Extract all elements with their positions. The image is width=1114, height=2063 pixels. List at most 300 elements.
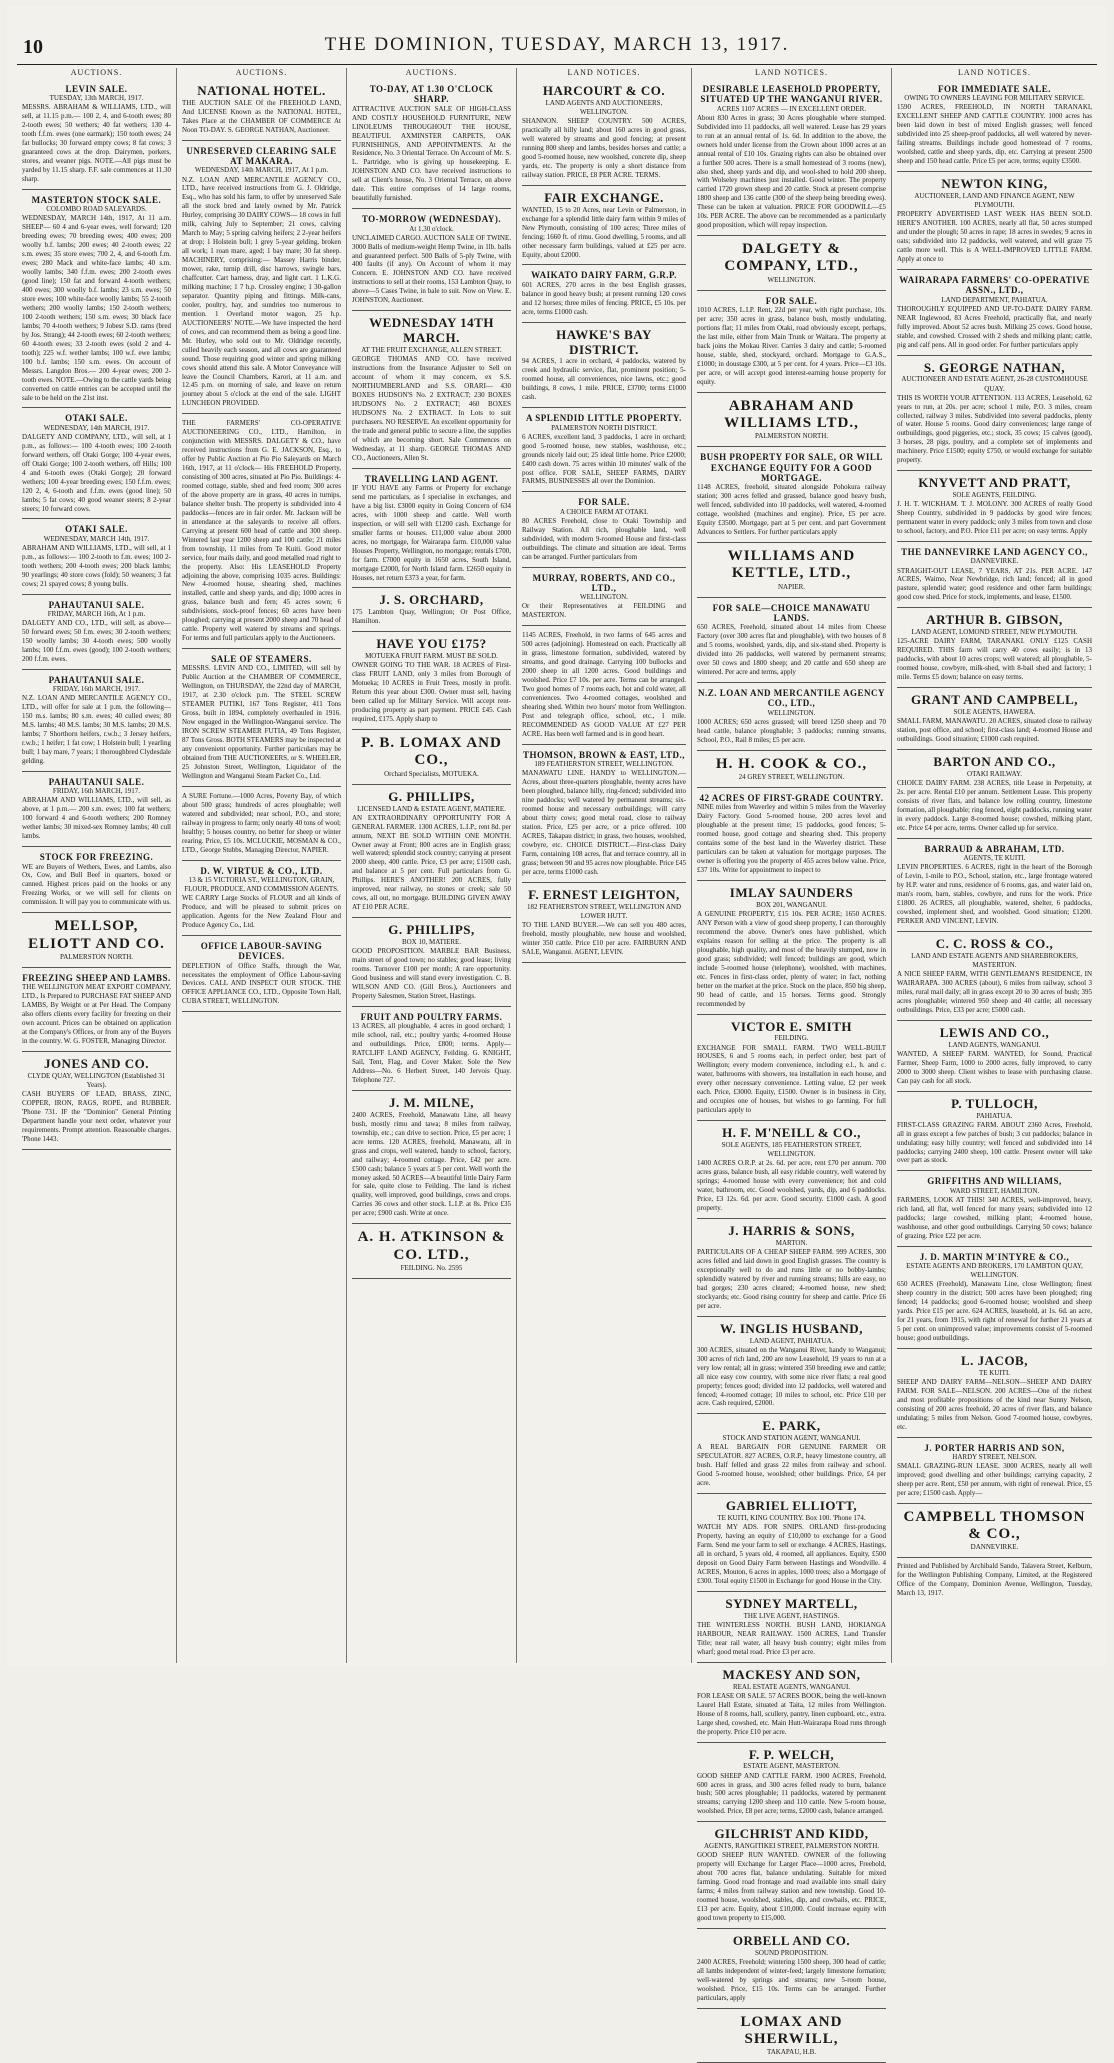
advertisement — [697, 1123, 886, 1219]
advertisement — [352, 1093, 511, 1224]
advertisement — [697, 600, 886, 683]
advertisement — [522, 81, 686, 186]
ad-heading: FRUIT AND POULTRY FARMS. — [360, 1011, 503, 1022]
ad-subheading: ESTATE AGENT, MASTERTON. — [743, 1762, 840, 1771]
ad-heading: TO-MORROW (WEDNESDAY). — [361, 214, 502, 225]
ad-body: WE CARRY Large Stocks of FLOUR and all kinds of Produce, and will be pleased to submit prices on application. Agents for the New Zealand Flour and Produce Agency Co., Ltd. — [182, 894, 341, 929]
ad-heading: HARCOURT & CO. — [542, 83, 666, 98]
ad-subheading: DANNEVIRKE. — [970, 557, 1019, 566]
ad-body: THE AUCTION SALE Of the FREEHOLD LAND, And LICENSE Known as the NATIONAL HOTEL, Takes Place at the CHAMBER OF COMMERCE At Noon TO-DAY. S. GEORGE NATHAN, Auctioneer. — [182, 98, 341, 134]
ad-body: DALGETY AND COMPANY, LTD., will sell, at 1 p.m., as follows:— 100 4-tooth ewes; 100 2-tooth forward wethers, off Otaki Gorge; 100 4-year ewes, off Otaki Gorge; 100 2-tooth wethers, off Hills; 100 4 and 6-tooth ewes (Otaki Gorge); 20 forward wethers; 100 4-year breeding ewes; 150 f.f.m. ewes; 120 2, 4, 6-tooth and f.f.m. ewes (good line); 50 lambs; 5 fat cows; 40 good weaner steers; 8 2-year steers; 10 forward cows. — [22, 432, 171, 513]
advertisement — [352, 590, 511, 632]
advertisement — [22, 672, 171, 772]
ad-subheading: LICENSED LAND & ESTATE AGENT, MATIERE. — [357, 804, 506, 813]
ad-subheading: FRIDAY, MARCH 16th, At 1 p.m. — [47, 610, 146, 619]
ad-body: ABRAHAM AND WILLIAMS, LTD., will sell, at 1 p.m., as follows:— 100 2-tooth to f.m. ewes; 100 2-tooth wethers; 200 4-tooth ewes; 200 black lambs; 90 yearlings; 40 store cows (fold); 50 weaners; 3 fat cows; 21 spayed cows; 8 young bulls. — [22, 543, 171, 588]
advertisement — [352, 211, 511, 311]
ad-heading: DESIRABLE LEASEHOLD PROPERTY, SITUATED UP THE WANGANUI RIVER. — [700, 84, 883, 105]
advertisement — [22, 81, 171, 190]
ad-subheading: FEILDING. No. 2595 — [400, 1263, 463, 1272]
ad-heading: TO-DAY, AT 1.30 O'CLOCK SHARP. — [369, 84, 494, 105]
ad-subheading: TE KUITI, KING COUNTRY. Box 100. 'Phone 174. — [717, 1514, 866, 1523]
ad-subheading: AT THE FRUIT EXCHANGE, ALLEN STREET. — [361, 346, 502, 355]
ad-body: THIS IS WORTH YOUR ATTENTION. 113 ACRES, Leasehold, 62 years to run, at 20s. per acre; school 1 mile, P.O. 3 miles, cream collected, railway 3 miles. Subdivided into several paddocks, plenty of water. House 5 rooms. Good dairy conveniences; large range of outbuildings, good piggeries, etc.; stock, 35 cows; 15 calves (good), 3 horses, 28 pigs, poultry, and a complete set of implements and machinery. Price £1500; equity £750, or would exchange for suitable property. — [897, 393, 1092, 465]
ad-body: 1148 ACRES, freehold, situated alongside Pohokura railway station; 300 acres felled and grassed, balance good heavy bush, well fenced, subdivided into 10 paddocks, well watered, 4-roomed cottage, woolshed (machines and engine). Price, £5 per acre. Equity £3500. Mortgage, part at 5 per cent. and part Government Advances to Settlers. For further particulars apply — [697, 483, 886, 537]
ad-heading: WAIKATO DAIRY FARM, G.R.P. — [531, 270, 677, 281]
ad-body: A NICE SHEEP FARM, WITH GENTLEMAN'S RESIDENCE, IN WAIRARAPA. 300 ACRES (about), 6 miles from railway, school 3 miles, rural mail daily; all in grass except 20 to 30 acres of bush; 395 acres ploughable; wintered 950 sheep and 40 cattle; all necessary outbuildings. Price, £33 per acre; £5000 cash. — [897, 970, 1092, 1014]
ad-body: EXCHANGE FOR SMALL FARM. TWO WELL-BUILT HOUSES, 6 and 5 rooms each, in perfect order; best part of Wellington; every modern convenience, including e.l., h. and c. water, bathrooms with showers, tea installation in each house, and every other necessary convenience. Letting value, £2 per week each. Price, £3000. Equity, £1500. Owner is in business in City, and occupies one of houses, but wishes to go farming. For full particulars apply to — [697, 1043, 886, 1115]
advertisement — [697, 81, 886, 236]
ad-heading: J. HARRIS & SONS, — [728, 1223, 855, 1238]
ad-subheading: 189 FEATHERSTON STREET, WELLINGTON. — [534, 760, 674, 769]
ad-body: 300 ACRES, situated on the Wanganui River, handy to Wanganui; 300 acres of rich land, 200 are now Leasehold, 19 years to run at a very low rental; all in grass; wintered 350 breeding ewe and cattle; all nice easy cow country, with some nice river flats; a real good property; fences good; divided into 12 paddocks, well watered and fenced; 4-roomed cottage; 10 miles to school, etc. Price £10 per acre. Cash required, £2000. — [697, 1345, 886, 1408]
advertisement — [182, 143, 341, 415]
ad-heading: P. TULLOCH, — [951, 1095, 1038, 1111]
ad-body: THOROUGHLY EQUIPPED AND UP-TO-DATE DAIRY FARM. NEAR Inglewood, 83 Acres Freehold, practically flat, and nearly fully improved. About 52 acres bush. Milking 25 cows. Good house, stable, and cowshed. Crossed with 2 sheds and milking plant; cattle, pig and calf pens. All in good order. For further particulars apply — [897, 304, 1092, 349]
ad-heading: WEDNESDAY 14TH MARCH. — [369, 315, 494, 346]
ad-heading: FAIR EXCHANGE. — [544, 189, 664, 205]
ad-heading: LOMAX AND SHERWILL, — [740, 2013, 843, 2048]
advertisement — [697, 1416, 886, 1494]
ad-body: 650 ACRES (Freehold), Manawatu Line, close Wellington; finest sheep country in the district; 500 acres have been ploughed; ring fenced; 14 paddocks; good 6-roomed house; woolshed and sheep yards. Price £15 per acre. 624 ACRES, leasehold, at 1s. 6d. an acre, for 21 years, from 1915, with right of renewal for further 21 years at 5 per cent. on unimproved value; improvements consist of 5-roomed house; good outbuildings. — [897, 1280, 1092, 1342]
ad-heading: LEWIS AND CO., — [939, 1024, 1050, 1040]
ad-body: WATCH MY ADS. FOR SNIPS. ORLAND first-producing Property, having an equity of £10,000 to exchange for a Good Farm. Send me your farm to sell or exchange. 4 ACRES, Hastings, all in orchard, 5 years old, 4 roomed, all appliances. Equity, £500 deposit on Good Dairy Farm between Hastings and Woodville. 4 ACRES, Mouton, 6 acres in apples, 1000 trees; also a Mortgage of £300. Total equity £1500 in Exchange for good House in the City. — [697, 1523, 886, 1585]
ad-heading: S. GEORGE NATHAN, — [923, 359, 1066, 375]
ad-body: SHANNON. SHEEP COUNTRY. 500 ACRES, practically all hilly land; about 160 acres in good grass, well watered by streams and good fencing; at present running 800 sheep and lambs, besides horses and cattle; a good 5-roomed house, new woolshed, concrete dip, sheep yards, etc. The property is only a short distance from railway station. PRICE, £8 PER ACRE. TERMS. — [522, 117, 686, 179]
ad-subheading: WEDNESDAY, MARCH 14th, 1917. — [43, 534, 150, 543]
advertisement — [897, 1506, 1092, 1559]
ad-heading: STOCK FOR FREEZING. — [39, 852, 154, 863]
ad-heading: BUSH PROPERTY FOR SALE, OR WILL EXCHANGE EQUITY FOR A GOOD MORTGAGE. — [700, 452, 883, 483]
ad-subheading: MOTUEKA FRUIT FARM. MUST BE SOLD. — [365, 652, 498, 661]
ad-heading: MELLSOP, ELIOTT AND CO. — [28, 918, 165, 952]
column-heading: AUCTIONS. — [235, 68, 288, 77]
advertisement — [522, 885, 686, 963]
ad-body: GEORGE THOMAS AND CO. have received instructions from the Insurance Adjuster to Sell on account of whom it may concern, ex S.S. NORTHUMBERLAND and S.S. ORARI— 430 BOXES HUDSON'S No. 2 EXTRACT; 230 BOXES HUDSON'S No. 2 EXTRACT; 460 BOXES HUDSON'S No. 2 EXTRACT. In Lots to suit purchasers. NO RESERVE. An excellent opportunity for the trade and general public to secure a line, the supplies of which are becoming short. Sale Commences on Wednesday, at 11 sharp. GEORGE THOMAS AND CO., Auctioneers, Allen St. — [352, 355, 511, 462]
ad-body: PROPERTY ADVERTISED LAST WEEK HAS BEEN SOLD. HERE'S ANOTHER. 100 ACRES, nearly all flat, 50 acres stumped and under the plough; 50 acres in rape; 18 acres in swedes; 9 acres in oats; subdivided into 12 paddocks, well watered, and will graze 75 cattle more well. This is A WELL-IMPROVED LITTLE FARM. Apply at once to — [897, 210, 1092, 263]
advertisement — [697, 1319, 886, 1415]
ad-heading: G. PHILLIPS, — [388, 922, 475, 938]
ad-body: 125-ACRE DAIRY FARM, TARANAKI. ONLY £125 CASH REQUIRED. THIS farm will carry 40 cows easily; is in 13 paddocks, with about 10 acres crops; well watered; all ploughable, 5-roomed house, cowbyre, milk-shed, with 8-bail shed and factory; 1 mile. Terms £5 down; balance on easy terms. — [897, 637, 1092, 682]
newspaper-page — [7, 6, 1107, 2057]
advertisement — [352, 1009, 511, 1091]
ad-heading: ORBELL AND CO. — [732, 1933, 851, 1948]
page-number: 10 — [23, 36, 43, 58]
advertisement — [897, 934, 1092, 1021]
ad-heading: THOMSON, BROWN & EAST, LTD., — [522, 749, 686, 760]
ad-subheading: REAL ESTATE AGENTS, WANGANUI. — [732, 1682, 851, 1691]
ad-heading: J. D. MARTIN M'INTYRE & CO., — [919, 1251, 1070, 1262]
ad-body: AN EXTRAORDINARY OPPORTUNITY FOR A GENERAL FARMER. 1300 ACRES, L.I.P., rent 8d. per annum, NEXT BE SOLD WITHIN ONE MONTH. Owner away at Front; 800 acres are in English grass; well watered; splendid stock country; carrying at present 2000 sheep, 400 cattle. Price, £3 per acre; £1500 cash, and balance at 5 per cent. Full particulars from G. Phillips. HERE'S ANOTHER! 200 ACRES, fully improved, near railway, no stones or creek; sale 50 cows, all out, no mortgage. BUILDING GIVEN AWAY AT £10 PER ACRE. — [352, 813, 511, 912]
column-heading: LAND NOTICES. — [567, 68, 641, 77]
advertisement — [22, 970, 171, 1052]
ad-subheading: AUCTIONEER, LAND AND FINANCE AGENT, NEW PLYMOUTH. — [914, 192, 1075, 210]
column-heading: LAND NOTICES. — [958, 68, 1031, 77]
advertisement — [22, 410, 171, 519]
ad-heading: PAHAUTANUI SALE. — [48, 776, 145, 787]
ad-subheading: SOLE AGENTS, FEILDING. — [952, 491, 1037, 500]
ad-body: ATTRACTIVE AUCTION SALE OF HIGH-CLASS AND COSTLY HOUSEHOLD FURNITURE, NEW LINOLEUMS THROUGHOUT THE HOUSE, BEAUTIFUL AXMINSTER CARPETS, OAK FURNISHINGS, AND APPOINTMENTS. At the Residence, No. 3 Oriental Terrace. On Account of Mr. S. L. Partridge, who is giving up housekeeping. E. JOHNSTON AND CO. have received instructions to sell at Client's house, No. 3 Oriental Terrace, on above date. This entire comprises of 14 large rooms, beautifully furnished. — [352, 104, 511, 203]
ad-heading: GILCHRIST AND KIDD, — [714, 1826, 869, 1842]
ad-heading: KNYVETT AND PRATT, — [918, 475, 1071, 491]
ad-body: MANAWATU LINE. HANDY to WELLINGTON.—Acres, about three-quarters ploughable, twenty acres have been ploughed, balance hilly, ring-fenced; subdivided into nine paddocks; well watered by permanent streams; six-roomed house and necessary outbuildings; will carry about thirty cows; good metal road, close to railway station. Price, £25 per acre, or a price offered. 100 ACRES, Takapau district; in grass, two houses, woolshed, cowbyre, etc. CHOICE DISTRICT.—First-class Dairy Farm, containing 108 acres, flat and terrace country, all in grass; between 90 and 95 acres now ploughable. Price £45 per acre, terms £1000 cash. — [522, 769, 686, 876]
advertisement — [522, 494, 686, 567]
ad-body: 6 ACRES, excellent land, 3 paddocks, 1 acre in orchard; good 5-roomed house, new stables, washhouse, etc.; grounds nicely laid out; 25 ideal little home. Price £2000; £400 cash down. 75 acres within 10 minutes' walk of the post office. FOR SALE, SHEEP FARMS, DAIRY FARMS, BUSINESSES all over the Dominion. — [522, 432, 686, 486]
ad-body: FIRST-CLASS GRAZING FARM. ABOUT 2360 Acres, Freehold, all in grass except a few patches of bush; 3 cut paddocks; balance in undulating; easy hilly country; well fenced and subdivided into 14 paddocks; carrying 2400 sheep, 100 cattle. Present owner will take over part as stock. — [897, 1120, 1092, 1165]
advertisement — [22, 1054, 171, 1150]
ad-subheading: LAND AGENTS, WANGANUI. — [948, 1040, 1041, 1049]
column-land-notices-2 — [692, 68, 892, 2057]
ad-body: SMALL FARM, MANAWATU. 20 ACRES, situated close to railway station, post office, and school; first-class land; 4-roomed House and outbuildings. Good situation; £1000 cash required. — [897, 717, 1092, 744]
ad-body: WE are Buyers of Wethers, Ewes, and Lambs, also Ox, Cow, and Bull Beef in quarters, boxed or canned. Highest prices paid on the hooks or any Freezing Works, or we will sell for clients on commission. It will pay you to communicate with us. — [22, 862, 171, 907]
ad-subheading: A CHOICE FARM AT OTAKI. — [559, 507, 649, 516]
ad-heading: FOR IMMEDIATE SALE. — [937, 84, 1052, 94]
ad-heading: NEWTON KING, — [941, 176, 1048, 192]
column-heading: AUCTIONS. — [70, 68, 123, 77]
column-heading: AUCTIONS. — [405, 68, 458, 77]
ad-body: WANTED, 15 to 20 Acres, near Levin or Palmerston, in exchange for a splendid little dairy farm within 9 miles of New Plymouth, consisting of 100 acres; Three miles of fencing; 1660 ft. of rimu. Good dwelling, 5 rooms, and all other necessary farm buildings, valued at £25 per acre. Equity, about £2000. — [522, 205, 686, 259]
ad-subheading: TUESDAY, 13th MARCH, 1917. — [49, 94, 144, 103]
ad-heading: L. JACOB, — [961, 1352, 1028, 1368]
ad-body: OWNER GOING TO THE WAR. 18 ACRES of First-class FRUIT LAND, only 3 miles from Borough of Motueka; 10 ACRES in Fruit Trees, mostly in profit. Return this year about £300. Owner must sell, having been called up for Military Service. Will accept rent-producing property as part payment. PRICE £45. Cash required, £175. Apply sharp to — [352, 661, 511, 724]
advertisement — [897, 1023, 1092, 1092]
advertisement — [182, 651, 341, 787]
ad-body: 1400 ACRES O.R.P. at 2s. 6d. per acre, rent £70 per annum. 700 acres grass, balance bush, all easy ridable country, well watered by springs; 4-roomed house with every convenience; hot and cold water, bathroom, etc. Good woolshed, yards, dip, and 6 paddocks. Price, £3 12s. 6d. per acre. Good security. £1000 cash. A good property. — [697, 1159, 886, 1213]
advertisement — [22, 774, 171, 847]
advertisement — [22, 915, 171, 968]
ad-subheading: LAND AGENTS AND AUCTIONEERS, WELLINGTON. — [545, 98, 663, 117]
ad-body: TO THE LAND BUYER.—We can sell you 480 acres, freehold, mostly ploughable, new house and woolshed, winter 350 cattle. Price £10 per acre. FAIRBURN AND SALE, Wanganui. AGENT, LEVIN. — [522, 920, 686, 956]
ad-body: DALGETY AND CO., LTD., will sell, as above— 50 forward ewes; 50 f.m. ewes; 30 2-tooth wethers; 150 woolly lambs; 30 4-tooth ewes; 500 woolly lambs; 100 f.f.m. ewes (good); 100 2-tooth wethers; 200 f.f.m. ewes. — [22, 619, 171, 663]
advertisement — [897, 1249, 1092, 1349]
ad-subheading: BOX 10, MATIERE. — [401, 938, 462, 947]
ad-body: ABRAHAM AND WILLIAMS, LTD., will sell, as above, at 1 p.m.— 200 s.m. ewes; 100 fat wethers; 100 forward 4 and 6-tooth wethers; 200 Romney wether lambs; 30 mixed-sex Romney lambs; 40 cull lambs. — [22, 796, 171, 841]
ad-heading: FOR SALE. — [765, 295, 818, 306]
ad-heading: HAWKE'S BAY DISTRICT. — [556, 326, 652, 357]
ad-body: 1590 ACRES, FREEHOLD, IN NORTH TARANAKI, EXCELLENT SHEEP AND CATTLE COUNTRY. 1000 acres has been laid down in best of mixed English grasses; well fenced subdivided into 25 sheep-proof paddocks, all well watered by never-failing streams. Buildings include good homestead of 7 rooms, woolshed, cattle and sheep yards, dip, etc. Carrying at present 2500 sheep and 150 head cattle. Price £5 per acre, terms; equity £3500. — [897, 103, 1092, 166]
advertisement — [182, 789, 341, 861]
ad-body: WANTED, A SHEEP FARM. WANTED, for Sound, Practical Farmer, Sheep Farm, 1000 to 2000 acres, fully improved, to carry 2000 to 3000 sheep. Client wishes to lease with purchasing clause. Can pay cash for all stock. — [897, 1049, 1092, 1085]
ad-subheading: FRIDAY, 16th MARCH, 1917. — [52, 685, 141, 694]
ad-subheading: FEILDING. — [774, 1034, 809, 1043]
advertisement — [522, 747, 686, 883]
ad-subheading: THE LIVE AGENT, HASTINGS. — [743, 1611, 840, 1620]
ad-subheading: WELLINGTON. — [767, 708, 816, 717]
advertisement — [897, 841, 1092, 932]
ad-heading: NATIONAL HOTEL. — [197, 83, 326, 98]
ad-body: NINE miles from Waverley and within 5 miles from the Waverley Dairy Factory. Good 5-roomed house, 200 acres level and ploughable at the present time; 15 paddocks, good fences; 5-roomed house, good cottage and shearing shed. This property contains some of the best land in the Waverley district. These particulars can be taken at valuation for mortgage purposes. The owner is offering you the property of 455 acres below value. Price, £37 10s. Write for appointment to inspect to — [697, 803, 886, 875]
ad-subheading: SOUND PROPOSITION. — [754, 1948, 829, 1957]
ad-subheading: WELLINGTON. — [580, 593, 628, 602]
advertisement — [352, 787, 511, 919]
advertisement — [697, 753, 886, 788]
ad-subheading: PALMERSTON NORTH DISTRICT. — [551, 423, 657, 432]
ad-heading: J. M. MILNE, — [388, 1094, 475, 1110]
ad-body: A SURE Fortune.—1000 Acres, Poverty Bay, of which about 500 grass; hundreds of acres ploughable; well watered and subdivided; near school, P.O., and store; railway in progress to farm; only nearly 40 tons of wool; healthy; 5 houses country, no better for sheep or winter rearing. Price, £5 10s. MCLUCKIE, MOSMAN & CO., LTD., George Stubbs, Managing Director, NAPIER. — [182, 791, 341, 854]
ad-body: 601 ACRES, 270 acres in the best English grasses, balance in good heavy bush; at present running 120 cows and 12 horses; three miles of fencing. PRICE, £5 10s. per acre, terms £1000 cash. — [522, 280, 686, 316]
ad-heading: DALGETY & COMPANY, LTD., — [724, 241, 859, 275]
ad-body: STRAIGHT-OUT LEASE, 7 YEARS, AT 21s. PER ACRE. 147 ACRES, Waimo, Near Newbridge, rich land; fenced; all in good pasture, splendid water; good residence and other farm buildings; good cow shed. Price for stock, implements, and lease, £1500. — [897, 566, 1092, 602]
ad-subheading: ESTATE AGENTS AND BROKERS, 170 LAMBTON QUAY, WELLINGTON. — [906, 1261, 1083, 1280]
advertisement — [897, 1440, 1092, 1504]
ad-heading: C. C. ROSS & CO., — [935, 935, 1054, 951]
ad-subheading: DANNEVIRKE. — [970, 1543, 1019, 1552]
ad-body: CHOICE DAIRY FARM. 238 ACRES, title Lease in Perpetuity, at 2s. per acre. Rental £10 per annum. Settlement Lease. This property consists of river flats, and balance low rolling country, limestone formation, all ploughable; ring fenced, eight paddocks, running water in every paddock. Large 8-roomed house; cowshed, milking plant, etc. Price £4 per acre, terms. Owner called up for service. — [897, 779, 1092, 832]
ad-heading: ABRAHAM AND WILLIAMS LTD., — [724, 397, 859, 431]
advertisement — [522, 628, 686, 744]
advertisement — [897, 473, 1092, 542]
advertisement — [897, 1094, 1092, 1172]
ad-body: 94 ACRES, 1 acre in orchard, 4 paddocks, watered by creek and hydraulic service, flat, prominent position; 5-roomed house, all conveniences, nice lawns, etc.; good buildings, 8 cows, 1 mile. PRICE, £3700; terms £1000 cash. — [522, 357, 686, 402]
ad-body: A REAL BARGAIN FOR GENUINE FARMER OR SPECULATOR. 827 ACRES, O.R.P., heavy limestone country, all bush. Half felled and grass 22 miles from railway and school. Good 5-roomed house, woolshed; other buildings. Price, £4 per acre. — [697, 1443, 886, 1488]
ad-heading: THE DANNEVIRKE LAND AGENCY CO., — [901, 547, 1088, 558]
ad-heading: ARTHUR B. GIBSON, — [926, 612, 1063, 628]
ad-body: DEPLETION of Office Staffs, through the War, necessitates the employment of Office Labour-saving Devices. CALL AND INSPECT OUR STOCK. THE OFFICE APPLIANCE CO., LTD., Opposite Town Hall, CUBA STREET, WELLINGTON. — [182, 961, 341, 1006]
ad-body: FARMERS, LOOK AT THIS! 340 ACRES, well-improved, heavy, rich land, all flat, well fenced for many years; subdivided into 12 paddocks; large cowshed, milking plant; 4-roomed house, washhouse, and other good outbuildings. Carrying 50 cows; balance of grazing. Price £22 per acre. — [897, 1195, 1092, 1240]
advertisement — [897, 358, 1092, 472]
advertisement — [352, 634, 511, 730]
ad-body: N.Z. LOAN AND MERCANTILE AGENCY CO., LTD., will offer for sale at 1 p.m. the following— 150 m.s. lambs; 80 s.m. ewes; 40 culled ewes; 80 M.S. lambs; 40 M.S. lambs; 30 M.S. lambs; 20 M.S. lambs; 7 Shorthorn heifers, r.w.b.; 3 Jersey heifers, r.w.b.; 1 heifer; 1 fat cow; 1 Holstein bull; 1 yearling bull; 1 bay mare, 7 years; 1 thoroughbred Clydesdale gelding. — [22, 694, 171, 765]
ad-heading: BARRAUD & ABRAHAM, LTD. — [924, 843, 1065, 854]
ad-body: About 830 Acres in grass; 30 Acres ploughable where stumped. Subdivided into 11 paddocks, all well watered. Lease has 29 years to run at an annual rental of 1s. 6d. In addition to the above, the owners hold under license from the Crown about 1000 acres at an annual rental of £10 10s. Grazing rights can also be obtained over a further 500 acres. There is a small homestead of 3 rooms (new), also shed, sheep yards and dip, and wool-shed to hold 200 sheep, with Wolseley machines just installed. Good winter. The property carried 1720 grown sheep and 20 cattle. Stock at present comprise 1800 sheep and 136 cattle (300 of the sheep being breeding ewes). These can be taken at valuation. PRICE FOR GOODWILL—£5 10s. PER ACRE. The above can be recommended as a particularly good proposition, which will repay inspection. — [697, 113, 886, 230]
printer-imprint: Printed and Published by Archibald Sando, Talavera Street, Kelburn, for the Wellington Publishing Company, Limited, at the Registered Office of the Company, Dominion Avenue, Wellington, Tuesday, March 13, 1917. — [897, 1562, 1092, 1598]
ad-heading: H. H. COOK & CO., — [715, 755, 868, 772]
ad-subheading: AUCTIONEER AND ESTATE AGENT, 26-28 CUSTOMHOUSE QUAY. — [901, 375, 1088, 393]
ad-heading: W. INGLIS HUSBAND, — [720, 1320, 863, 1336]
advertisement — [22, 597, 171, 670]
ad-subheading: COLOMBO ROAD SALEYARDS. — [46, 205, 147, 214]
advertisement — [182, 416, 341, 649]
ad-body: 1000 ACRES; 650 acres grassed; will breed 1250 sheep and 70 head cattle, balance ploughable; 3 paddocks; running streams, School, P.O., Rail 8 miles; £5 per acre. — [697, 717, 886, 744]
advertisement — [697, 685, 886, 751]
ad-body: IF YOU HAVE any Farms or Property for exchange send me particulars, as I specialise in exchanges, and have a big list. £3000 equity in Going Concern of 634 acres, with 1000 sheep and cattle. Well worth inspection, or will sell with £1200 cash. Exchange for smaller farms or houses. £11,000 value about 2000 acres, no mortgage, for Wairarapa farm. £10,000 value Houses Property, Wellington, no mortgage; rentals £700, for farm. £7000 equity in 1650 acres, South Island, mortgage £2000, for North Island farm. £2650 equity in Houses, net return £373 a year, for farm. — [352, 483, 511, 582]
ad-subheading: LAND DEPARTMENT, PAHIATUA. — [941, 295, 1048, 304]
ad-subheading: CLYDE QUAY, WELLINGTON (Established 31 Years). — [27, 1071, 166, 1089]
advertisement — [22, 521, 171, 594]
ad-subheading: MARTON. — [775, 1238, 808, 1247]
advertisement — [697, 790, 886, 881]
ad-body: 650 ACRES, Freehold, situated about 14 miles from Cheese Factory (over 300 acres flat and ploughable), with two houses of 8 and 5 rooms, woolshed, yards, dip, and six-stand shed. Property is divided into 26 paddocks, well watered by permanent streams; over 50 cows and 1800 sheep; and 20 cattle and 650 sheep are wintered. Per acre and terms, apply — [697, 623, 886, 677]
advertisement — [897, 174, 1092, 270]
ad-subheading: PAHIATUA. — [976, 1111, 1013, 1120]
ad-subheading: WEDNESDAY, 14th MARCH, 1917, At 1 p.m. — [194, 166, 329, 175]
ad-body: CASH BUYERS OF LEAD, BRASS, ZINC, COPPER, IRON, RAGS, ROPE, and RUBBER. 'Phone 731. IF the "Dominion" General Printing Department handle your next order, whatever your requirements. Prompt attention. Reasonable charges. 'Phone 1443. — [22, 1090, 171, 1143]
column-land-notices-1 — [517, 68, 692, 1663]
ad-subheading: SOLE AGENTS, HAWERA. — [953, 708, 1036, 717]
ad-heading: D. W. VIRTUE & CO., LTD. — [200, 865, 323, 876]
ad-heading: WAIRARAPA FARMERS' CO-OPERATIVE ASSN., LTD., — [899, 274, 1090, 296]
ad-body: UNCLAIMED CARGO. AUCTION SALE OF TWINE. 3000 Balls of medium-weight Hemp Twine, in 1lb. balls and guaranteed perfect. 500 Balls of 5-ply Twine, with 400 faults (if any). On Account of whom it may Concern. E. JOHNSTON AND CO. have received instructions to sell at their rooms, 153 Lambton Quay, to above—5 Cases Twine, in bale to suit. Now on View. E. JOHNSTON, Auctioneer. — [352, 233, 511, 305]
ad-subheading: WEDNESDAY, 14th MARCH, 1917. — [43, 423, 150, 432]
advertisement — [352, 81, 511, 209]
ad-heading: PAHAUTANUI SALE. — [48, 599, 145, 610]
ad-body: 175 Lambton Quay, Wellington; Or Post Office, Hamilton. — [352, 608, 511, 626]
advertisement — [697, 883, 886, 1015]
advertisement — [697, 395, 886, 448]
ad-body: Or their Representatives at FEILDING and MASTERTON. — [522, 602, 686, 620]
ad-heading: LEVIN SALE. — [65, 84, 128, 94]
ad-heading: JONES AND CO. — [43, 1055, 150, 1071]
ad-subheading: BOX 201, WANGANUI. — [756, 900, 827, 909]
advertisement — [182, 938, 341, 1012]
ad-heading: OTAKI SALE. — [65, 524, 128, 535]
ad-body: GOOD PROPOSITION. MARBLE BAR Business, main street of good town; no stables; good lease; living rooms. Turnover £100 per month; A rare opportunity. Good business and will stand every investigation. C. B. WILSON AND CO. (Gill Bros.), Auctioneers and Property Salesmen, Station Street, Hastings. — [352, 947, 511, 1000]
ad-body: PARTICULARS OF A CHEAP SHEEP FARM. 999 ACRES, 300 acres felled and laid down in good English grasses. The country is exceptionally well to do and runs little or no bobby-lambs; splendidly watered by river and running streams; hills are easy, no bad gorges; 230 acres cleared; 4-roomed house, new shed; stockyards; etc. Good rising country for sheep and cattle. Price £6 per acre. — [697, 1248, 886, 1310]
columns — [17, 68, 1097, 2057]
ad-heading: MACKESY AND SON, — [722, 1666, 861, 1682]
ad-subheading: OTAKI RAILWAY. — [967, 769, 1022, 778]
ad-subheading: OWING TO OWNERS LEAVING FOR MILITARY SERVICE. — [904, 94, 1085, 103]
ad-heading: J. PORTER HARRIS AND SON, — [924, 1442, 1065, 1453]
advertisement — [697, 1745, 886, 1823]
ad-subheading: LAND AND ESTATE AGENTS AND SHAREBROKERS, MASTERTON. — [911, 951, 1078, 969]
ad-subheading: PALMERSTON NORTH. — [59, 952, 134, 961]
column-heading: LAND NOTICES. — [755, 68, 828, 77]
ad-body: 13 ACRES, all ploughable, 4 acres in good orchard; 1 mile school, rail, etc.; poultry yards; 4-roomed House and outbuildings. Price, £800; terms. Apply— RATCLIFF LAND AGENCY, Feilding. G. KNIGHT, Sail, Tent, Flag, and Cover Maker. Sole the New Address—No. 6 Herbert Street, 140 Jervois Quay. Telephone 727. — [352, 1022, 511, 1084]
advertisement — [697, 545, 886, 598]
ad-body: GOOD SHEEP RUN WANTED. OWNER of the following property will Exchange for Larger Place—1000 acres, Freehold, about 700 acres flat, balance undulating. Suitable for mixed farming. Good road frontage and road available into small dairy farms; 4 miles from railway station and new township. Good 10-roomed house, woolshed, stables, dip, and cowbails, etc. PRICE, £13 per acre. Equity, about £10,000. Could increase equity with good town property to £15,000. — [697, 1851, 886, 1923]
ad-heading: GABRIEL ELLIOTT, — [725, 1498, 858, 1514]
ad-heading: J. S. ORCHARD, — [379, 592, 484, 608]
ad-heading: TRAVELLING LAND AGENT. — [364, 473, 499, 484]
advertisement — [522, 325, 686, 409]
advertisement — [522, 570, 686, 627]
advertisement — [352, 732, 511, 785]
ad-subheading: PALMERSTON NORTH. — [754, 432, 829, 441]
ad-heading: F. ERNEST LEIGHTON, — [528, 886, 680, 902]
ad-heading: FOR SALE—CHOICE MANAWATU LANDS. — [712, 602, 871, 623]
ad-subheading: 182 FEATHERSTON STREET, WELLINGTON AND LOWER HUTT. — [526, 902, 682, 920]
ad-subheading: 24 GREY STREET, WELLINGTON. — [738, 772, 845, 781]
ad-heading: 42 ACRES OF FIRST-GRADE COUNTRY. — [699, 793, 884, 804]
ad-body: LEVIN PROPERTIES. 6 ACRES, right in the heart of the Borough of Levin, 1-mile to P.O., School, station, etc., large frontage watered by H.P. water and runs, residence of 6 rooms, gas, and water laid on, man's room, barn, stables, cowbyre, and runs for the work. Price £1800. 26 ACRES, all ploughable, watered, shelter, 6 paddocks, cowshed, implement shed, and woolshed. Good situation; £1200. PERKER AND VINCENT, LEVIN. — [897, 863, 1092, 925]
advertisement — [697, 1017, 886, 1122]
advertisement — [522, 410, 686, 492]
ad-body: 1010 ACRES, L.I.P. Rent, 22d per year, with right purchase, 10s. per acre; 350 acres in grass, balance bush, mostly undulating, portions flat; 11 miles from Otaki, road obviously except, perhaps, the last mile, either from Main Trunk or Waitara. The property at back joins the Mokau River. Carries 3 dairy and cattle; 5-roomed house, stable, shed, stockyard, orchard. Mortgage to G.A.S., £1000; in doustage £300, at 5 per cent. for 4 years. Price—£3 10s. per acre, or will accept good interest-earning house property for equity. — [697, 306, 886, 386]
advertisement — [352, 471, 511, 589]
ad-body: THE WELLINGTON MEAT EXPORT COMPANY, LTD., Is Prepared to PURCHASE FAT SHEEP AND LAMBS, By Weight or at Per Head. The Company also offers clients every facility for freezing on their own account. Prices can be obtained on application at the Company's Offices, or from any of the Buyers in the country. W. G. FOSTER, Managing Director. — [22, 983, 171, 1045]
ad-subheading: AGENTS, RANGITIKEI STREET, PALMERSTON NORTH. — [703, 1842, 880, 1851]
ad-heading: FREEZING SHEEP AND LAMBS. — [22, 972, 171, 983]
ad-heading: A SPLENDID LITTLE PROPERTY. — [526, 413, 682, 424]
ad-subheading: STOCK AND STATION AGENT, WANGANUI. — [722, 1434, 861, 1443]
ad-heading: PAHAUTANUI SALE. — [48, 674, 145, 685]
ad-subheading: NAPIER. — [777, 582, 806, 591]
ad-body: N.Z. LOAN AND MERCANTILE AGENCY CO., LTD., have received instructions from G. J. Oldridge, Esq., who has sold his farm, to offer by unreserved Sale all the stock bred and lately owned by Mr. Patrick Hurley, comprising 30 DAIRY COWS— 18 cows in full milk, calving July to September; 21 cows, calving March to May; 5 spring calving heifers; 2 2-year heifers at drop; 1 Holstein bull; 1 grey 5-year gelding, broken all work; 1 roan mare, aged; 1 bay mare; 30 fat sheep. MACHINERY, comprising:— Massey Harris binder, mower, rake, turnip drill, disc harrows, swingle bars, chaffcutter. Cart harness, dray, and light cart. 1 L.K.G. milking machine; 1 7 h.p. Crossley engine; 1 30-gallon separator. Quantity piping and fittings. Milk-cans, cooler, poultry, hay, and sundries too numerous to mention. 1 Overland motor wagon, 25 h.p. AUCTIONEERS' NOTE.—We have inspected the herd of cows, and can recommend them as being a good line. Mr. Hurley, who sold out to Mr. Oldridge recently, culled heavily each season, and all cows are guaranteed sound. Those requiring good winter and spring milking cows should attend this sale. A Motor Conveyance will leave the Council Chambers, Karori, at 11 a.m. and 12.45 p.m. on morning of sale, and leave on return journey about 5 o'clock at the end of the sale. LIGHT LUNCHEON PROVIDED. — [182, 175, 341, 408]
ad-body: SMALL GRAZING-RUN LEASE. 3000 ACRES, nearly all well improved; good dwelling and other buildings; carrying capacity, 2 sheep per acre. Rent, £50 per annum, with right of renewal. Price, £5 per acre; £1500 cash. Apply— — [897, 1462, 1092, 1497]
advertisement — [352, 313, 511, 468]
advertisement — [182, 81, 341, 141]
advertisement — [22, 192, 171, 408]
ad-heading: GRIFFITHS AND WILLIAMS, — [927, 1176, 1062, 1187]
ad-subheading: FRIDAY, 16th MARCH, 1917. — [52, 787, 141, 796]
ad-body: GOOD SHEEP AND CATTLE FARM. 1900 ACRES, Freehold, 600 acres in grass, and 300 acres felled ready to burn, balance bush; 500 acres ploughable; 11 paddocks, watered by permanent streams; carrying 1200 sheep and 110 cattle. New 5-room house, woolshed. Price, £8 per acre; terms, £2000 cash, balance arranged. — [697, 1771, 886, 1816]
ad-heading: VICTOR E. SMITH — [730, 1018, 853, 1034]
advertisement — [897, 610, 1092, 688]
ad-subheading: HARDY STREET, NELSON. — [952, 1452, 1037, 1461]
ad-body: 80 ACRES Freehold, close to Otaki Township and Railway Station. All rich, ploughable land, well subdivided, with modern 9-roomed House and first-class outbuildings. The climate and situation are ideal. Terms can be arranged. Further particulars from — [522, 516, 686, 561]
advertisement — [522, 188, 686, 266]
advertisement — [22, 849, 171, 913]
ad-body: FOR LEASE OR SALE. 57 ACRES BOOK, being the well-known Laurel Hall Estate, situated at Taita, 12 miles from Wellington. House of 8 rooms, hall, scullery, pantry, linen cupboard, etc., extra. Large shed, cowshed, etc. Main Hutt-Wairarapa Road runs through the property. Price £10 per acre. — [697, 1691, 886, 1736]
ad-heading: SYDNEY MARTELL, — [725, 1595, 858, 1611]
ad-subheading: Orchard Specialists, MOTUEKA. — [384, 769, 479, 778]
ad-subheading: WARD STREET, HAMILTON. — [949, 1186, 1040, 1195]
ad-heading: GRANT AND CAMPBELL, — [910, 692, 1079, 708]
column-land-notices-3 — [892, 68, 1097, 1663]
ad-heading: P. B. LOMAX AND CO., — [361, 735, 502, 769]
ad-subheading: TAKAPAU, H.B. — [767, 2048, 816, 2057]
ad-heading: HAVE YOU £175? — [376, 636, 487, 652]
ad-subheading: TE KUITI. — [978, 1368, 1011, 1377]
advertisement — [352, 920, 511, 1007]
ad-subheading: ACRES 1107 ACRES — IN EXCELLENT ORDER. — [716, 104, 867, 113]
ad-body: MESSRS. ABRAHAM & WILLIAMS, LTD., will sell, at 11.15 p.m.— 100 2, 4, and 6-tooth ewes; 80 2-tooth ewes; 50 wethers; 40 fat wethers; 130 4-tooth f.f.m. ewes (one earmark); 150 tooth ewes; 24 fat bullocks; 30 forward empty cows; 8 fat cows; 3 guaranteed cows at the drop. Dairymen, porkers, stores, and weaner pigs. NOTE.—All pigs must be yarded by 11.15 sharp. F.F. sale commences at 11.30 sharp. — [22, 103, 171, 184]
advertisement — [697, 293, 886, 393]
ad-body: J. H. T. WICKHAM. T. J. MOLONY. 300 ACRES of really Good Sheep Country, subdivided in 9 paddocks by good wire fences; permanent water in every paddock; only 3 miles from town and close to school, factory, and P.O. Price £11 per acre; on easy terms. Apply — [897, 500, 1092, 536]
ad-subheading: LAND AGENT, LOMOND STREET, NEW PLYMOUTH. — [911, 628, 1078, 637]
ad-heading: UNRESERVED CLEARING SALE AT MAKARA. — [186, 145, 337, 167]
ad-heading: G. PHILLIPS, — [388, 788, 475, 804]
ad-heading: MURRAY, ROBERTS, AND CO., LTD., — [532, 572, 676, 593]
advertisement — [522, 267, 686, 322]
advertisement — [897, 690, 1092, 750]
advertisement — [897, 752, 1092, 839]
newspaper-title: THE DOMINION, TUESDAY, MARCH 13, 1917. — [324, 34, 790, 55]
ad-heading: FOR SALE. — [578, 497, 630, 508]
ad-heading: A. H. ATKINSON & CO. LTD., — [357, 1229, 506, 1263]
advertisement — [697, 1931, 886, 2009]
column-auctions-1 — [17, 68, 177, 1663]
ad-heading: MASTERTON STOCK SALE. — [31, 195, 162, 206]
column-auctions-3 — [347, 68, 517, 1663]
advertisement — [697, 1594, 886, 1663]
ad-subheading: LAND AGENT, PAHIATUA. — [749, 1336, 834, 1345]
ad-heading: F. P. WELCH, — [748, 1746, 835, 1762]
ad-subheading: AGENTS, TE KUITI. — [963, 854, 1026, 863]
ad-subheading: WELLINGTON. — [767, 275, 816, 284]
advertisement — [697, 1824, 886, 1929]
advertisement — [182, 863, 341, 936]
advertisement — [697, 1496, 886, 1592]
ad-heading: IMLAY SAUNDERS — [729, 884, 854, 900]
ad-body: 1145 ACRES, Freehold, in two farms of 645 acres and 500 acres (adjoining). Homestead on each. Practically all in grass, limestone formation, subdivided, watered by streams, and good drainage. Carrying 100 bullocks and 2000 sheep in all 1200 acres. Good buildings and woolshed. Price £7 10s. per acre. Terms can be arranged. Two good homes of 7 rooms each, hot and cold water, all conveniences. Two 4-roomed cottages, woolshed and shearing shed. Within two hours' motor from Wellington. Post and telegraph office, school, etc., 1 mile. RECOMMENDED AS GOOD VALUE AT £27 PER ACRE. Has been well farmed and is in good heart. — [522, 631, 686, 738]
ad-subheading: SOLE AGENTS, 185 FEATHERSTON STREET, WELLINGTON. — [721, 1141, 862, 1159]
advertisement — [352, 1226, 511, 1279]
ad-heading: E. PARK, — [762, 1418, 821, 1434]
ad-body: A GENUINE PROPERTY, £15 10s. PER ACRE; 1650 ACRES. ANY Person with a view of good sheep property, I can thoroughly recommend the above. Owner's ones have published, which explains reason for selling at the price. The property is all ploughable, high quality, and most of the heavily stumped, now in good grass; subdivided; well fenced; buildings are good, which include 5-roomed house (telephone), woolshed, with machines, etc. Fences in first-class order, plenty of water; in fact, nothing better on the market at the price. Stock on the place, 850 big sheep, 90 head of cattle, and 15 horses. Terms good. Strongly recommended by — [697, 910, 886, 1008]
ad-heading: WILLIAMS AND KETTLE, LTD., — [727, 548, 856, 582]
advertisement — [897, 1351, 1092, 1438]
advertisement — [897, 1173, 1092, 1246]
ad-heading: CAMPBELL THOMSON & CO., — [903, 1508, 1086, 1543]
ad-heading: N.Z. LOAN AND MERCANTILE AGENCY CO., LTD., — [697, 688, 886, 709]
advertisement — [697, 449, 886, 543]
advertisement — [897, 81, 1092, 172]
ad-heading: OTAKI SALE. — [65, 413, 128, 424]
ad-body: 2400 ACRES, Freehold, Manawatu Line, all heavy bush, mostly rimu and tawa; 8 miles from railway, township, etc.; can drive to section. Price, £5 per acre; 1 acre terms. 120 ACRES, freehold, Manawatu, all in grass and crops, well watered, handy to school, factory, and railway; 4-roomed cottage. Price, £42 per acre. £500 cash; balance 5 years at 5 per cent. Well worth the money asked. 50 ACRES—A beautiful little Dairy Farm for sale, quite close to Feilding. The land is richest quality, well improved, good buildings, cows and crops. Carries 36 cows and other stock. L.I.P. at 8s. Price £35 per acre; £900 cash. Write at once. — [352, 1110, 511, 1218]
advertisement — [697, 1221, 886, 1317]
masthead — [17, 34, 1097, 65]
ad-body: WEDNESDAY, MARCH 14th, 1917, At 11 a.m. SHEEP— 60 4 and 6-year ewes, well forward; 120 breeding ewes; 70 breeding ewes; 400 ewes; 200 woolly b.f. lambs; 200 ewes; 40 2-tooth ewes; 22 s.m. ewes; 35 store ewes; 700 2, 4, and 6-tooth f.m. ewes; 280 Mack and white-face lambs; 40 s.m. woolly lambs; 340 f.f.m. ewes; 200 2-tooth ewes (good line); 150 fat and forward 4-tooth wethers; 400 ewes; 300 woolly b.f. lambs; 23 s.m. ewes; 50 store ewes; 100 white-face woolly lambs; 55 2-tooth wethers; 200 woolly lambs; 150 2-tooth wethers; 100 2-tooth wethers; 150 s.m. ewes; 30 black face lambs; 70 4-tooth wethers; 9 Jobesr S.D. rams (bred by Jos. Strang); 44 2-tooth ewes; 60 2-tooth wethers; 60 4-tooth ewes; 33 2-tooth ewes (sold 2 and 4-tooth); 225 w.f. wether lambs; 100 w.f. ewe lambs; 100 b.f. lambs; 150 s.m. ewes. On account of Messrs. Langdon Bros.— 200 4-year ewes; 200 2-tooth ewes. NOTE.—Owing to the cattle yards being converted on cattle entries can be accepted until the sale to be held on the 21st inst. — [22, 214, 171, 402]
ad-heading: H. F. M'NEILL & CO., — [722, 1125, 861, 1141]
ad-body: MESSRS. LEVIN AND CO., LIMITED, will sell by Public Auction at the CHAMBER OF COMMERCE, Wellington, on THURSDAY, the 22nd day of MARCH, 1917, at 2.30 o'clock p.m. The STEEL SCREW STEAMER PUTIKI, 167 Tons Register, 411 Tons Gross, built in 1894, completely overhauled in 1916. Now engaged in the Wellington-Wanganui service. The IRON SCREW STEAMER FUTIA, 49 Tons Register, 87 Tons Gross. BOTH STEAMERS may be inspected at any convenient opportunity. Further particulars may be obtained from THE AUCTIONEERS, or S. WHEELER, 25 Johnston Street, Wellington, Liquidator of the Wellington and Wanganui Steam Packet Co., Ltd. — [182, 664, 341, 780]
ad-body: 2400 ACRES, Freehold; wintering 1500 sheep, 300 head of cattle; all lambs independent of winter-feed; largely limestone formation; well-watered by springs and streams; new 5-room house, woolshed. Price, £15 10s. Terms can be arranged. Further particulars, apply — [697, 1958, 886, 2002]
ad-body: SHEEP AND DAIRY FARM—NELSON—SHEEP AND DAIRY FARM. FOR SALE—NELSON. 200 ACRES—One of the richest and most profitable propositions of the kind near Sunny Nelson, consisting of 200 acres freehold, 20 acres of river flats, and balance undulating; 5 miles from Nelson. Good 7-roomed house, cowbyres, etc. — [897, 1377, 1092, 1431]
ad-heading: OFFICE LABOUR-SAVING DEVICES. — [200, 940, 323, 962]
ad-body: THE FARMERS' CO-OPERATIVE AUCTIONEERING CO., LTD., Hamilton, in conjunction with MESSRS. DALGETY & CO., have received instructions from G. E. JACKSON, Esq., to offer by Public Auction at Pio Pio Saleyards on March 16th, 1917, at 11 o'clock— His FREEHOLD Property, consisting of 300 acres, situated at Pio Pio. Buildings: 4-roomed cottage, stable, shed and feed room; 300 acres of the above property are in grass, 40 acres in turnips, balance shelter bush. The property is subdivided into 4 paddocks—fences are in fair order. Mr. Jackson will be in attendance at the saleyards to receive all offers. Carrying at present 600 head of cattle and 300 sheep. Wintered last year 1200 sheep and 100 cattle; 21 miles from township, 11 miles from Te Kuiti. Good motor service, four mails daily, and good metalled road right to the property. Also: His LEASEHOLD Property adjoining the above, comprising 1035 acres. Buildings: New 4-roomed house, shearing shed, machines installed, cattle and sheep yards, and dip; 1000 acres in grass, balance bush and fern; 45 acres sown; 6 subdivisions, stock-proof fences; 60 acres have been ploughed; carrying at present 2000 sheep and 70 head of cattle. Property well watered by streams and springs. For terms and full particulars apply to the Auctioneers. — [182, 419, 341, 643]
ad-heading: BARTON AND CO., — [933, 754, 1056, 770]
